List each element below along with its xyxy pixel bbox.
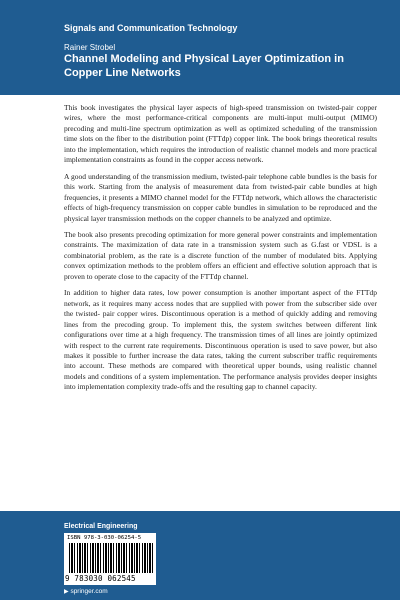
- isbn-barcode: [64, 533, 156, 585]
- triangle-arrow-icon: ▶: [64, 589, 69, 595]
- isbn-number: ISBN 978-3-030-06254-5: [67, 535, 142, 541]
- blurb-paragraph: In addition to higher data rates, low power consumption is another important aspect of the FTTdp network, as it requires many access nodes that are supplied with power from the subscriber side over the twisted- pair copper wires. Discontinuous operation is a method of quickly adding and removing lines from the precoding group. To implement this, the system switches between different link configurations over time at a high frequency. The transmission times of all lines are jointly optimized with respect to the current rate requirements. Discontinuous operation is used to save power, but also makes it possible to further increase the data rates, taking the current subscriber traffic requirements into account. These methods are compared with theoretical upper bounds, using realistic channel models and conditions of a system implementation. The performance analysis provides deeper insights into implementation complexity trade-offs and the resulting gap to channel capacity.: [64, 288, 377, 392]
- subject-category: Electrical Engineering: [64, 523, 138, 530]
- publisher-website[interactable]: [64, 588, 108, 595]
- blurb-text: [64, 103, 377, 399]
- barcode-bars: [69, 543, 153, 573]
- series-name: Signals and Communication Technology: [64, 23, 238, 33]
- blurb-paragraph: A good understanding of the transmission medium, twisted-pair telephone cable bundles is the basis for this work. Starting from the analysis of measurement data from twisted-pair cable bundles at high frequencies, it presents a MIMO channel model for the FTTdp network, which allows the characteristic effects of high-frequency transmission on copper cable bundles in simulation to be reproduced and the physical layer transmission methods on the copper channels to be analyzed and optimize.: [64, 171, 377, 223]
- author-name: Rainer Strobel: [64, 43, 116, 52]
- book-title: Channel Modeling and Physical Layer Optimization in Copper Line Networks: [64, 53, 344, 79]
- blurb-paragraph: The book also presents precoding optimization for more general power constraints and implementation constraints. The maximization of data rate in a transmission system such as G.fast or VDSL is a combinatorial problem, as the rate is a discrete function of the number of modulated bits. Applying convex optimization methods to the problem offers an efficient and effective solution approach that is proven to operate close to the capacity of the FTTdp channel.: [64, 229, 377, 281]
- website-label: springer.com: [70, 588, 108, 595]
- barcode-digits: 9 783030 062545: [65, 574, 136, 583]
- blurb-paragraph: This book investigates the physical layer aspects of high-speed transmission on twisted-pair copper wires, where the most performance-critical components are multi-input multi-output (MIMO) precoding and multi-line spectrum optimization as well as optimized scheduling of the transmission time slots on the fiber to the distribution point (FTTdp) copper link. The book brings theoretical results into the implementation, which requires the introduction of realistic channel models and more practical implementation constraints as found in the copper access network.: [64, 103, 377, 165]
